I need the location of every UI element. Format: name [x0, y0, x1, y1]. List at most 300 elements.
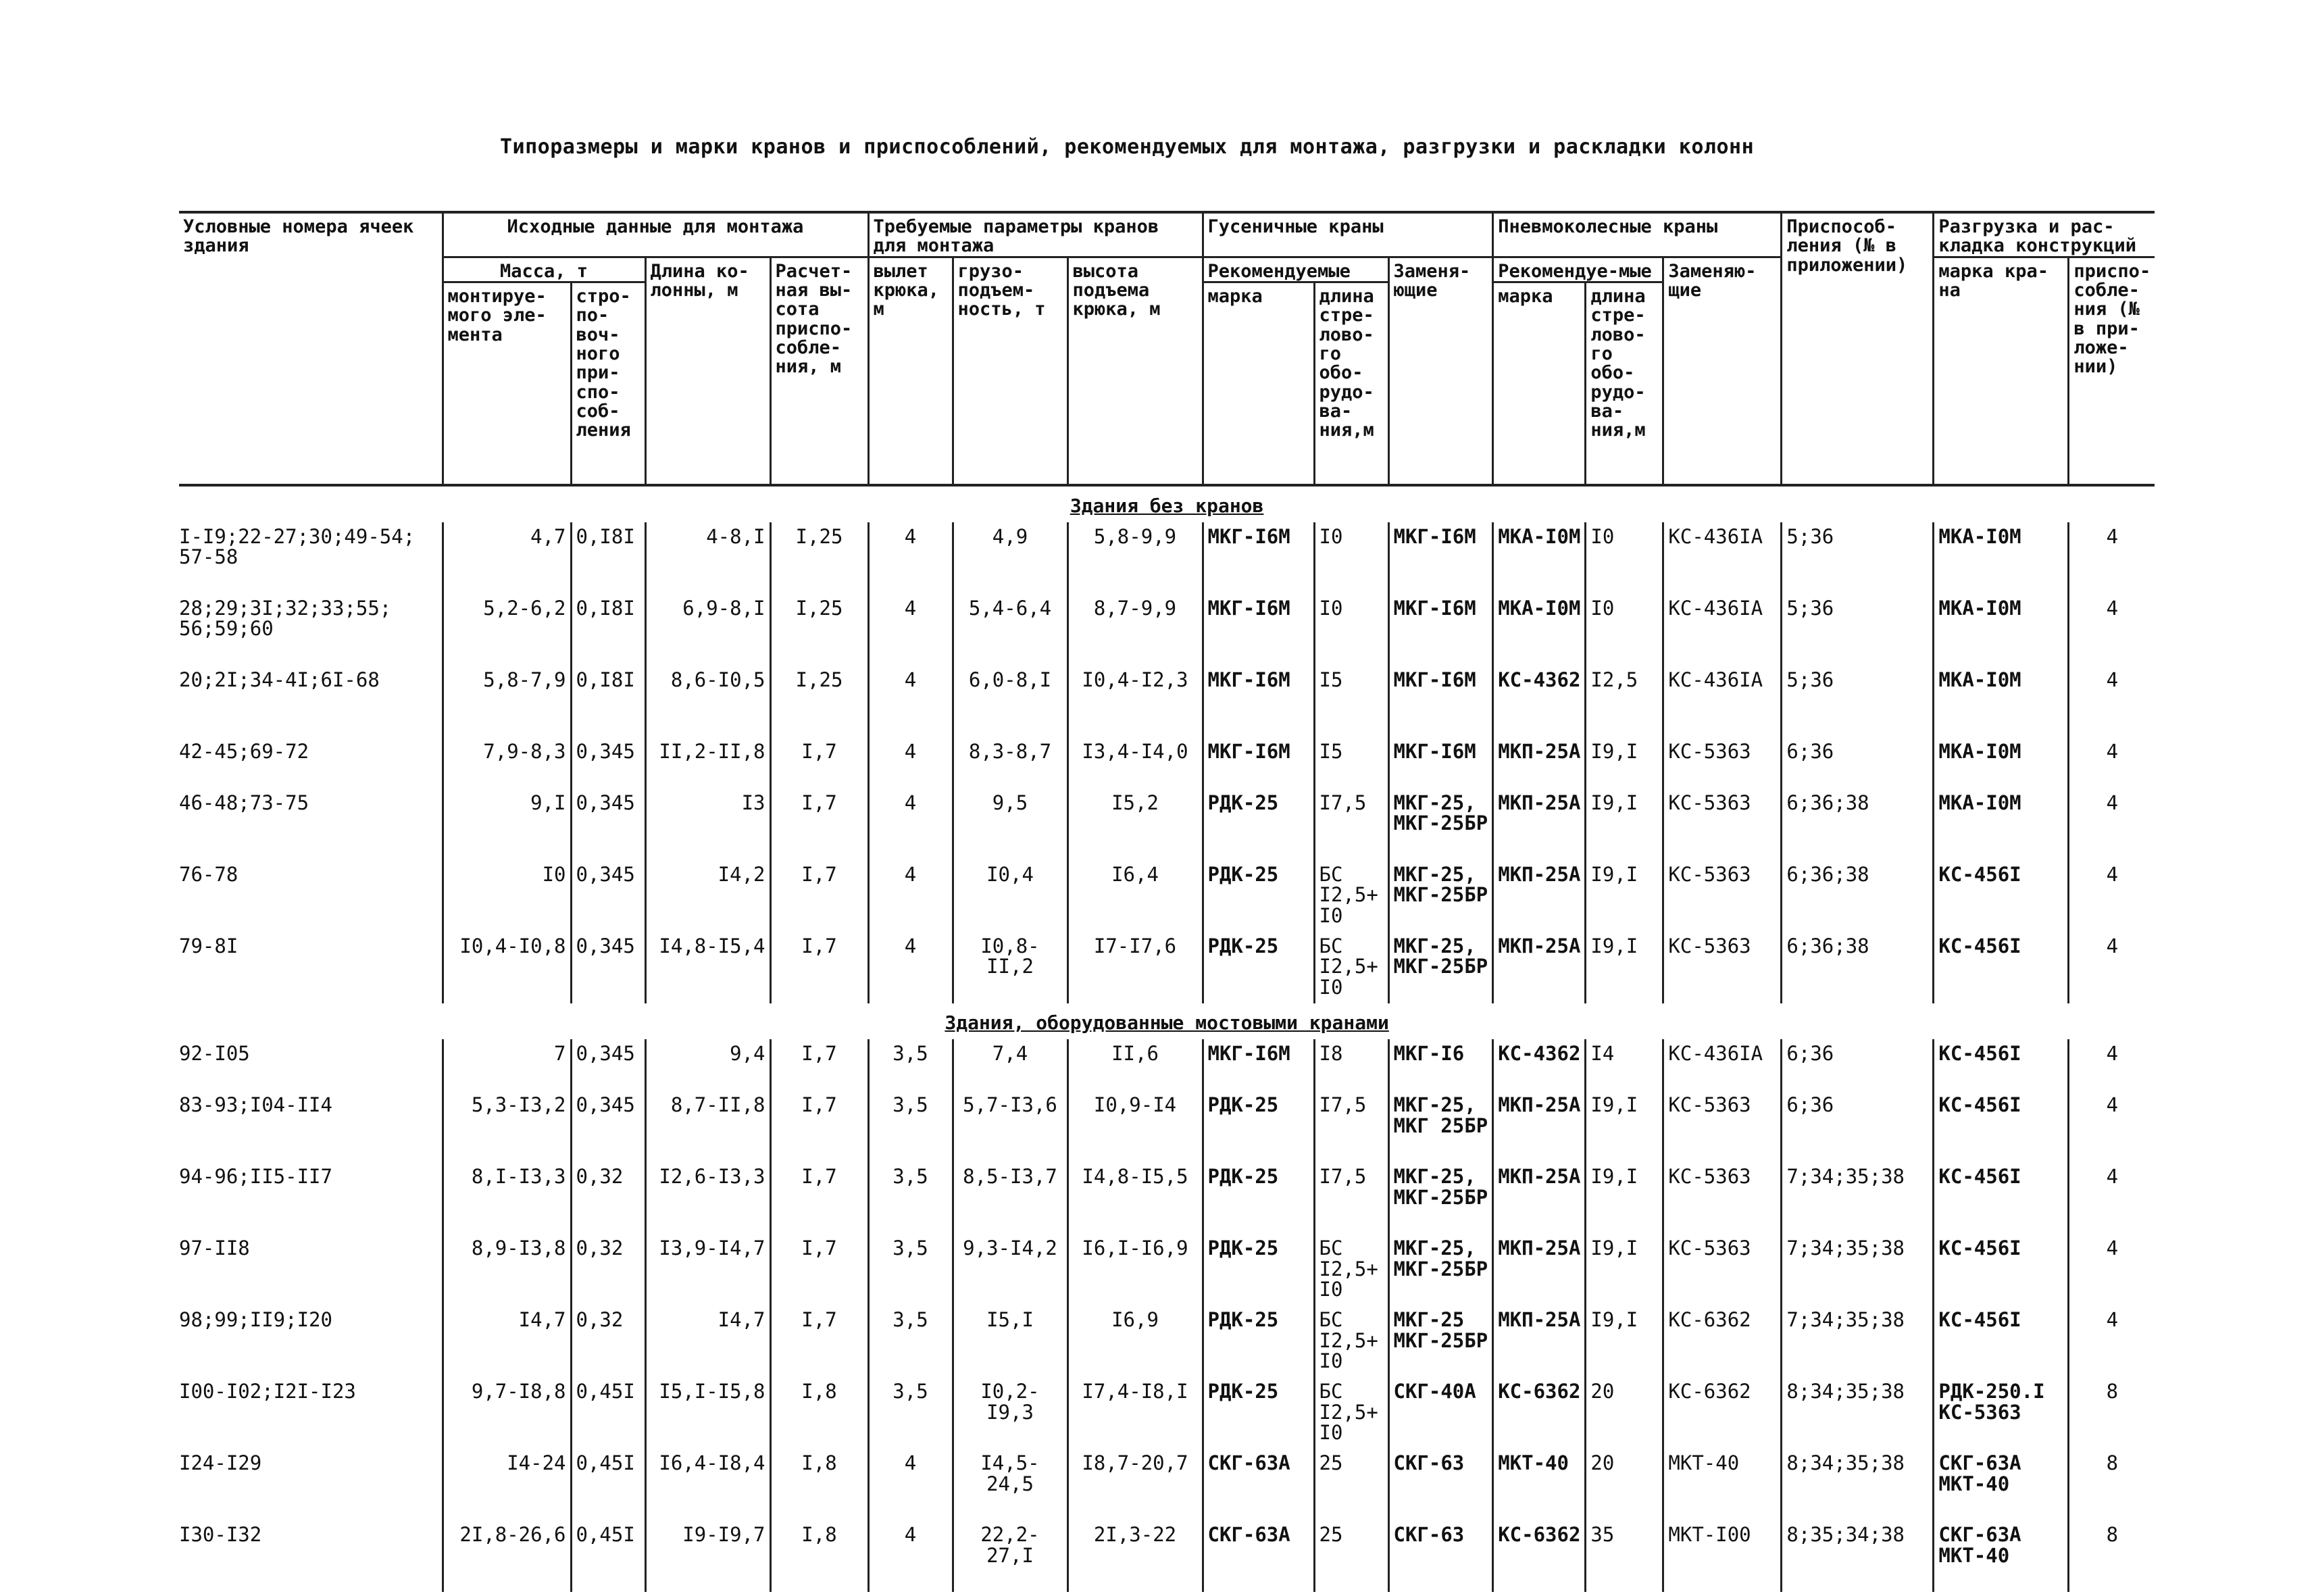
table-cell: МКП-25А — [1493, 789, 1586, 860]
page-title: Типоразмеры и марки кранов и приспособлений, рекомендуемых для монтажа, разгрузки и раскладки колонн — [500, 135, 1755, 159]
col-crawler-cranes: Гусеничные краны — [1203, 212, 1493, 257]
table-cell: 0,32 — [571, 1162, 645, 1234]
table-cell: I-I9;22-27;30;49-54; 57-58 — [179, 524, 416, 569]
table-cell: РДК-25 — [1203, 860, 1314, 932]
table-cell: МКГ-I6М — [1388, 594, 1493, 666]
table-row — [179, 1520, 2155, 1592]
table-cell: 0,345 — [571, 1091, 645, 1162]
table-cell: МКА-I0М — [1493, 594, 1586, 666]
table-cell: 4 — [2069, 1234, 2155, 1305]
table-cell: 7;34;35;38 — [1782, 1234, 1934, 1305]
table-row — [179, 1091, 2155, 1162]
table-cell: 5;36 — [1782, 666, 1934, 737]
col-cell-numbers: Условные номера ячеек здания — [179, 212, 443, 485]
table-cell: БС I2,5+ I0 — [1314, 1377, 1388, 1449]
table-cell: I4,8-I5,4 — [645, 932, 770, 1003]
crane-table — [179, 211, 2155, 1592]
col-crawler-recommended: Рекомендуемые — [1203, 257, 1388, 282]
table-cell: МКГ-I6 — [1388, 1039, 1493, 1091]
table-cell: 4 — [2069, 1305, 2155, 1377]
table-cell: 3,5 — [868, 1039, 953, 1091]
table-cell: I9,I — [1586, 1091, 1663, 1162]
table-cell: I,7 — [770, 1305, 868, 1377]
col-pneumatic-cranes: Пневмоколесные краны — [1493, 212, 1782, 257]
table-cell: СКГ-63А МКТ-40 — [1934, 1520, 2069, 1592]
table-cell: 4 — [2069, 1039, 2155, 1091]
table-cell: 3,5 — [868, 1091, 953, 1162]
section-title: Здания без кранов — [1070, 494, 1264, 517]
table-cell: МКГ-I6М — [1388, 737, 1493, 789]
table-cell: 4 — [868, 1449, 953, 1520]
table-cell: МКГ-25, МКГ-25БР — [1388, 789, 1493, 860]
table-cell: КС-456I — [1934, 1039, 2069, 1091]
table-cell: 7;34;35;38 — [1782, 1162, 1934, 1234]
table-cell: 4 — [868, 932, 953, 1003]
table-cell: I,8 — [770, 1377, 868, 1449]
table-row — [179, 1449, 2155, 1520]
table-cell: КС-4362 — [1493, 666, 1586, 737]
table-cell: I6,9 — [1067, 1305, 1203, 1377]
table-cell: 9,3-I4,2 — [953, 1234, 1067, 1305]
table-cell: МКТ-40 — [1663, 1449, 1782, 1520]
table-cell: 4-8,I — [645, 522, 770, 594]
table-cell: КС-456I — [1934, 1091, 2069, 1162]
table-cell: МКГ-I6М — [1203, 594, 1314, 666]
table-cell: I9,I — [1586, 1305, 1663, 1377]
table-cell: 4 — [2069, 666, 2155, 737]
table-cell: I2,6-I3,3 — [645, 1162, 770, 1234]
table-cell: КС-456I — [1934, 1305, 2069, 1377]
table-cell: I,7 — [770, 1234, 868, 1305]
table-cell: КС-436IА — [1663, 666, 1782, 737]
table-cell: I,7 — [770, 789, 868, 860]
table-cell: I0,9-I4 — [1067, 1091, 1203, 1162]
table-cell: МКА-I0М — [1934, 522, 2069, 594]
table-cell: КС-456I — [1934, 1162, 2069, 1234]
table-cell: РДК-25 — [1203, 789, 1314, 860]
table-cell: I9-I9,7 — [645, 1520, 770, 1592]
table-cell: 4 — [868, 737, 953, 789]
col-mass-fixture: стро-по-воч-ного при-спо-соб-ления — [571, 282, 645, 485]
table-cell: I0 — [1586, 594, 1663, 666]
table-cell: 22,2-27,I — [953, 1520, 1067, 1592]
table-cell: 6,9-8,I — [645, 594, 770, 666]
table-cell: I,25 — [770, 666, 868, 737]
table-cell: 5,8-9,9 — [1067, 522, 1203, 594]
table-cell: 4 — [868, 594, 953, 666]
table-cell: I0,4-I2,3 — [1067, 666, 1203, 737]
table-cell: I7-I7,6 — [1067, 932, 1203, 1003]
table-cell: МКГ-I6М — [1203, 666, 1314, 737]
col-mass-element: монтируе-мого эле-мента — [443, 282, 571, 485]
table-cell: I5 — [1314, 666, 1388, 737]
table-cell: 46-48;73-75 — [179, 791, 309, 814]
col-pneumatic-recommended: Рекомендуе-мые — [1493, 257, 1663, 282]
table-cell: МКП-25А — [1493, 1162, 1586, 1234]
table-cell: 76-78 — [179, 862, 238, 886]
table-cell: РДК-25 — [1203, 1234, 1314, 1305]
table-cell: 8,3-8,7 — [953, 737, 1067, 789]
table-cell: I2,5 — [1586, 666, 1663, 737]
table-cell: СКГ-63 — [1388, 1520, 1493, 1592]
table-cell: I0,4-I0,8 — [443, 932, 571, 1003]
table-row — [179, 932, 2155, 1003]
table-row — [179, 1234, 2155, 1305]
table-cell: I0,2-I9,3 — [953, 1377, 1067, 1449]
table-cell: МКП-25А — [1493, 932, 1586, 1003]
table-cell: 20;2I;34-4I;6I-68 — [179, 668, 380, 691]
table-cell: СКГ-40А — [1388, 1377, 1493, 1449]
col-capacity: грузо-подъем-ность, т — [953, 257, 1067, 484]
table-cell: БС I2,5+ I0 — [1314, 860, 1388, 932]
table-cell: 4 — [2069, 737, 2155, 789]
table-cell: I9,I — [1586, 1234, 1663, 1305]
table-cell: I6,4-I8,4 — [645, 1449, 770, 1520]
table-cell: 6;36;38 — [1782, 932, 1934, 1003]
table-row — [179, 789, 2155, 860]
table-cell: КС-436IА — [1663, 522, 1782, 594]
table-cell: I,8 — [770, 1449, 868, 1520]
table-cell: 2I,8-26,6 — [443, 1520, 571, 1592]
table-cell: 9,I — [443, 789, 571, 860]
table-cell: 0,I8I — [571, 666, 645, 737]
table-cell: I7,5 — [1314, 1162, 1388, 1234]
table-cell: I9,I — [1586, 737, 1663, 789]
table-cell: 3,5 — [868, 1234, 953, 1305]
table-cell: 8;34;35;38 — [1782, 1377, 1934, 1449]
table-cell: 79-8I — [179, 934, 238, 957]
table-cell: 35 — [1586, 1520, 1663, 1592]
table-cell: КС-456I — [1934, 1234, 2069, 1305]
table-cell: 6;36 — [1782, 737, 1934, 789]
table-cell: 9,4 — [645, 1039, 770, 1091]
table-cell: I,8 — [770, 1520, 868, 1592]
table-cell: КС-436IА — [1663, 594, 1782, 666]
table-cell: 5,8-7,9 — [443, 666, 571, 737]
table-row — [179, 1039, 2155, 1091]
table-cell: I5,2 — [1067, 789, 1203, 860]
table-cell: 0,345 — [571, 932, 645, 1003]
col-calc-height: Расчет-ная вы-сота приспо-собле-ния, м — [770, 257, 868, 484]
table-cell: I3 — [645, 789, 770, 860]
table-cell: I0 — [1314, 594, 1388, 666]
section-row — [179, 1003, 2155, 1039]
table-cell: 0,345 — [571, 860, 645, 932]
table-cell: КС-6362 — [1663, 1305, 1782, 1377]
table-cell: 97-II8 — [179, 1237, 250, 1260]
table-cell: 7,9-8,3 — [443, 737, 571, 789]
table-row — [179, 860, 2155, 932]
table-cell: I4,7 — [645, 1305, 770, 1377]
table-cell: РДК-25 — [1203, 1091, 1314, 1162]
table-cell: 8,6-I0,5 — [645, 666, 770, 737]
table-cell: МКА-I0М — [1934, 789, 2069, 860]
table-cell: 4 — [2069, 860, 2155, 932]
table-cell: 5,3-I3,2 — [443, 1091, 571, 1162]
table-cell: СКГ-63А — [1203, 1520, 1314, 1592]
table-cell: I,25 — [770, 594, 868, 666]
table-cell: КС-5363 — [1663, 932, 1782, 1003]
table-cell: I24-I29 — [179, 1451, 262, 1475]
table-row — [179, 594, 2155, 666]
table-cell: МКГ-I6М — [1203, 737, 1314, 789]
table-cell: 20 — [1586, 1377, 1663, 1449]
table-cell: КС-456I — [1934, 932, 2069, 1003]
table-body — [179, 485, 2155, 1593]
table-cell: I,7 — [770, 1091, 868, 1162]
table-cell: I8 — [1314, 1039, 1388, 1091]
table-cell: 4 — [2069, 789, 2155, 860]
table-cell: 8;34;35;38 — [1782, 1449, 1934, 1520]
table-cell: 4 — [2069, 522, 2155, 594]
table-cell: 0,I8I — [571, 594, 645, 666]
table-cell: 5,4-6,4 — [953, 594, 1067, 666]
col-column-length: Длина ко-лонны, м — [645, 257, 770, 484]
table-cell: МКГ-I6М — [1388, 666, 1493, 737]
table-cell: 98;99;II9;I20 — [179, 1308, 332, 1332]
table-cell: 8;35;34;38 — [1782, 1520, 1934, 1592]
table-cell: 3,5 — [868, 1305, 953, 1377]
table-cell: 4 — [2069, 1091, 2155, 1162]
col-fixture-no: приспо-собле-ния (№ в при-ложе-нии) — [2069, 257, 2155, 484]
table-cell: 3,5 — [868, 1162, 953, 1234]
table-cell: МКА-I0М — [1934, 737, 2069, 789]
table-cell: МКГ-25, МКГ-25БР — [1388, 860, 1493, 932]
table-cell: КС-5363 — [1663, 789, 1782, 860]
table-cell: I4,7 — [443, 1305, 571, 1377]
table-cell: I9,I — [1586, 860, 1663, 932]
table-cell: I3,9-I4,7 — [645, 1234, 770, 1305]
table-cell: КС-456I — [1934, 860, 2069, 932]
table-cell: МКА-I0М — [1934, 594, 2069, 666]
table-cell: I7,4-I8,I — [1067, 1377, 1203, 1449]
table-cell: I4,5-24,5 — [953, 1449, 1067, 1520]
table-cell: МКГ-25, МКГ-25БР — [1388, 1162, 1493, 1234]
table-cell: I,25 — [770, 522, 868, 594]
table-cell: 5,7-I3,6 — [953, 1091, 1067, 1162]
table-cell: 0,345 — [571, 1039, 645, 1091]
table-cell: 0,I8I — [571, 522, 645, 594]
table-cell: 8 — [2069, 1520, 2155, 1592]
table-cell: КС-6362 — [1493, 1520, 1586, 1592]
table-cell: КС-6362 — [1663, 1377, 1782, 1449]
table-row — [179, 522, 2155, 594]
table-cell: 4 — [868, 860, 953, 932]
table-cell: I4,8-I5,5 — [1067, 1162, 1203, 1234]
col-pneumatic-replacing: Заменяю-щие — [1663, 257, 1782, 484]
table-cell: I9,I — [1586, 789, 1663, 860]
table-cell: 6;36;38 — [1782, 860, 1934, 932]
table-cell: 0,45I — [571, 1377, 645, 1449]
table-cell: I30-I32 — [179, 1523, 262, 1547]
table-row — [179, 1305, 2155, 1377]
table-cell: I5,I-I5,8 — [645, 1377, 770, 1449]
table-cell: 7,4 — [953, 1039, 1067, 1091]
table-cell: 0,345 — [571, 737, 645, 789]
table-cell: МКГ-25 МКГ-25БР — [1388, 1305, 1493, 1377]
col-required-params: Требуемые параметры кранов для монтажа — [868, 212, 1203, 257]
table-cell: I,7 — [770, 860, 868, 932]
table-cell: 4,7 — [443, 522, 571, 594]
table-cell: МКТ-I00 — [1663, 1520, 1782, 1592]
table-cell: КС-436IА — [1663, 1039, 1782, 1091]
col-reach: вылет крюка, м — [868, 257, 953, 484]
table-cell: МКА-I0М — [1493, 522, 1586, 594]
table-cell: 4 — [2069, 594, 2155, 666]
table-cell: I5,I — [953, 1305, 1067, 1377]
table-cell: 7;34;35;38 — [1782, 1305, 1934, 1377]
table-cell: РДК-25 — [1203, 1162, 1314, 1234]
table-cell: РДК-25 — [1203, 1305, 1314, 1377]
col-crawler-brand: марка — [1203, 282, 1314, 485]
col-mass: Масса, т — [443, 257, 645, 282]
table-cell: I3,4-I4,0 — [1067, 737, 1203, 789]
col-hook-height: высота подъема крюка, м — [1067, 257, 1203, 484]
table-cell: 9,7-I8,8 — [443, 1377, 571, 1449]
table-cell: I9,I — [1586, 1162, 1663, 1234]
table-cell: 0,32 — [571, 1305, 645, 1377]
table-cell: 8 — [2069, 1449, 2155, 1520]
table-cell: 4 — [868, 666, 953, 737]
col-pneumatic-brand: марка — [1493, 282, 1586, 485]
table-cell: I7,5 — [1314, 789, 1388, 860]
table-cell: МКГ-I6М — [1203, 1039, 1314, 1091]
table-header — [179, 212, 2155, 485]
table-cell: МКП-25А — [1493, 1091, 1586, 1162]
table-cell: 6,0-8,I — [953, 666, 1067, 737]
table-cell: 8,7-9,9 — [1067, 594, 1203, 666]
table-cell: БС I2,5+ I0 — [1314, 932, 1388, 1003]
col-crawler-replacing: Заменя-ющие — [1388, 257, 1493, 484]
table-cell: 8,I-I3,3 — [443, 1162, 571, 1234]
table-row — [179, 1162, 2155, 1234]
table-cell: КС-5363 — [1663, 860, 1782, 932]
table-cell: СКГ-63А МКТ-40 — [1934, 1449, 2069, 1520]
table-row — [179, 1377, 2155, 1449]
col-crawler-boom: длина стре-лово-го обо-рудо-ва-ния,м — [1314, 282, 1388, 485]
col-unloading: Разгрузка и рас-кладка конструкций — [1934, 212, 2155, 257]
table-cell: МКГ-25, МКГ 25БР — [1388, 1091, 1493, 1162]
table-cell: 7 — [443, 1039, 571, 1091]
table-cell: КС-4362 — [1493, 1039, 1586, 1091]
table-cell: I4,2 — [645, 860, 770, 932]
table-row — [179, 737, 2155, 789]
table-cell: МКП-25А — [1493, 737, 1586, 789]
table-cell: МКТ-40 — [1493, 1449, 1586, 1520]
table-cell: 42-45;69-72 — [179, 739, 309, 763]
col-source-data: Исходные данные для монтажа — [443, 212, 868, 257]
table-cell: 25 — [1314, 1449, 1388, 1520]
table-cell: СКГ-63А — [1203, 1449, 1314, 1520]
table-cell: МКГ-25, МКГ-25БР — [1388, 932, 1493, 1003]
table-cell: I,7 — [770, 1162, 868, 1234]
table-cell: I9,I — [1586, 932, 1663, 1003]
table-cell: 4 — [868, 522, 953, 594]
table-cell: 2I,3-22 — [1067, 1520, 1203, 1592]
table-cell: МКП-25А — [1493, 860, 1586, 932]
table-cell: 8 — [2069, 1377, 2155, 1449]
table-cell: КС-5363 — [1663, 1091, 1782, 1162]
table-cell: I0 — [443, 860, 571, 932]
table-cell: БС I2,5+ I0 — [1314, 1305, 1388, 1377]
col-pneumatic-boom: длина стре-лово-го обо-рудо-ва-ния,м — [1586, 282, 1663, 485]
table-cell: I0 — [1314, 522, 1388, 594]
table-cell: I6,4 — [1067, 860, 1203, 932]
table-cell: СКГ-63 — [1388, 1449, 1493, 1520]
table-cell: КС-5363 — [1663, 1234, 1782, 1305]
table-cell: КС-5363 — [1663, 737, 1782, 789]
table-cell: МКГ-I6М — [1203, 522, 1314, 594]
section-row — [179, 485, 2155, 522]
table-cell: 4 — [2069, 932, 2155, 1003]
table-cell: КС-5363 — [1663, 1162, 1782, 1234]
table-cell: 4 — [2069, 1162, 2155, 1234]
section-title: Здания, оборудованные мостовыми кранами — [945, 1011, 1389, 1034]
table-cell: I0,4 — [953, 860, 1067, 932]
table-cell: 5,2-6,2 — [443, 594, 571, 666]
table-cell: МКГ-25, МКГ-25БР — [1388, 1234, 1493, 1305]
col-crane-brand: марка кра-на — [1934, 257, 2069, 484]
table-cell: I,7 — [770, 1039, 868, 1091]
table-cell: МКГ-I6М — [1388, 522, 1493, 594]
table-cell: РДК-25 — [1203, 1377, 1314, 1449]
col-fixtures: Приспособ-ления (№ в приложении) — [1782, 212, 1934, 485]
table-cell: II,6 — [1067, 1039, 1203, 1091]
table-cell: 9,5 — [953, 789, 1067, 860]
table-cell: 8,5-I3,7 — [953, 1162, 1067, 1234]
table-cell: 92-I05 — [179, 1042, 250, 1066]
table-cell: 5;36 — [1782, 594, 1934, 666]
table-cell: I00-I02;I2I-I23 — [179, 1380, 356, 1403]
table-cell: 94-96;II5-II7 — [179, 1165, 332, 1189]
table-cell: МКП-25А — [1493, 1305, 1586, 1377]
table-cell: I,7 — [770, 737, 868, 789]
table-cell: 4 — [868, 1520, 953, 1592]
table-cell: I8,7-20,7 — [1067, 1449, 1203, 1520]
table-cell: 6;36 — [1782, 1039, 1934, 1091]
table-cell: 4 — [868, 789, 953, 860]
table-cell: 20 — [1586, 1449, 1663, 1520]
table-cell: 0,45I — [571, 1520, 645, 1592]
table-cell: 8,9-I3,8 — [443, 1234, 571, 1305]
table-cell: I,7 — [770, 932, 868, 1003]
table-cell: БС I2,5+ I0 — [1314, 1234, 1388, 1305]
table-cell: I4-24 — [443, 1449, 571, 1520]
table-cell: РДК-250.I КС-5363 — [1934, 1377, 2069, 1449]
table-cell: I0,8-II,2 — [953, 932, 1067, 1003]
table-cell: 8,7-II,8 — [645, 1091, 770, 1162]
table-row — [179, 666, 2155, 737]
table-cell: КС-6362 — [1493, 1377, 1586, 1449]
table-cell: I0 — [1586, 522, 1663, 594]
table-cell: 6;36;38 — [1782, 789, 1934, 860]
table-cell: II,2-II,8 — [645, 737, 770, 789]
table-cell: РДК-25 — [1203, 932, 1314, 1003]
table-cell: I4 — [1586, 1039, 1663, 1091]
table-cell: 6;36 — [1782, 1091, 1934, 1162]
table-cell: I6,I-I6,9 — [1067, 1234, 1203, 1305]
table-cell: 5;36 — [1782, 522, 1934, 594]
table-cell: 25 — [1314, 1520, 1388, 1592]
table-cell: МКА-I0М — [1934, 666, 2069, 737]
table-cell: 4,9 — [953, 522, 1067, 594]
table-cell: МКП-25А — [1493, 1234, 1586, 1305]
table-cell: 0,345 — [571, 789, 645, 860]
table-cell: I7,5 — [1314, 1091, 1388, 1162]
table-cell: 28;29;3I;32;33;55; 56;59;60 — [179, 596, 392, 641]
table-cell: I5 — [1314, 737, 1388, 789]
table-cell: 0,32 — [571, 1234, 645, 1305]
